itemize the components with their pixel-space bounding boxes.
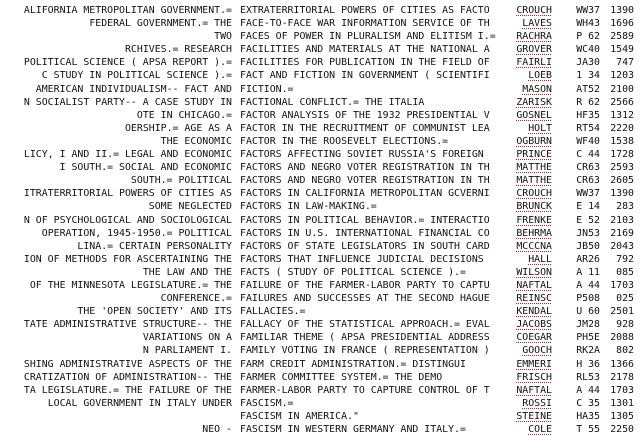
- index-entry-row: [0, 200, 640, 213]
- author-code: PRINCE: [516, 149, 552, 161]
- keyword-context: FASCISM IN WESTERN GERMANY AND ITALY.=: [240, 424, 466, 435]
- index-entry-row: [0, 161, 640, 174]
- kwic-index-listing: [0, 4, 640, 436]
- left-context: LINA.= CERTAIN PERSONALITY: [77, 240, 232, 252]
- author-code: NAFTAL: [516, 384, 552, 396]
- entry-number: 1696: [610, 18, 634, 30]
- author-code: LAVES: [522, 18, 552, 30]
- entry-number: 1538: [610, 135, 634, 147]
- left-context: FEDERAL GOVERNMENT.= THE: [89, 18, 232, 30]
- source-code: AT52: [576, 83, 600, 95]
- author-code: MCCCNA: [516, 240, 552, 252]
- keyword-context: FACTORS IN POLITICAL BEHAVIOR.= INTERACTIO: [240, 214, 490, 226]
- keyword-context: FACTOR IN THE ROOSEVELT ELECTIONS.=: [240, 135, 449, 147]
- index-entry-row: [0, 135, 640, 148]
- source-code: P 62: [576, 31, 600, 43]
- keyword-context: FARMER COMMITTEE SYSTEM.= THE DEMO: [240, 371, 443, 383]
- keyword-context: FACTOR ANALYSIS OF THE 1932 PRESIDENTIAL V: [240, 109, 490, 121]
- source-code: WW37: [576, 5, 600, 16]
- entry-number: 792: [616, 253, 634, 265]
- source-code: WW37: [576, 188, 600, 200]
- keyword-context: FACTORS THAT INFLUENCE JUDICIAL DECISIONS: [240, 253, 484, 265]
- source-code: JM28: [576, 319, 600, 331]
- keyword-context: FICTION.=: [240, 83, 294, 95]
- index-entry-row: [0, 187, 640, 200]
- entry-number: 1366: [610, 358, 634, 370]
- index-entry-row: [0, 69, 640, 82]
- entry-number: 1728: [610, 149, 634, 161]
- index-entry-row: [0, 292, 640, 305]
- source-code: JA30: [576, 57, 600, 69]
- left-context: VARIATIONS ON A: [142, 332, 232, 344]
- entry-number: 1305: [610, 410, 634, 422]
- left-context: ITRATERRITORIAL POWERS OF CITIES AS: [23, 188, 232, 200]
- entry-number: 1549: [610, 44, 634, 56]
- source-code: JB50: [576, 240, 600, 252]
- source-code: HA35: [576, 410, 600, 422]
- keyword-context: FACTORS AFFECTING SOVIET RUSSIA'S FOREIGN: [240, 149, 484, 161]
- left-context: OF THE MINNESOTA LEGISLATURE.= THE: [29, 279, 232, 291]
- author-code: FRISCH: [516, 371, 552, 383]
- left-context: AMERICAN INDIVIDUALISM-- FACT AND: [35, 83, 232, 95]
- source-code: WH43: [576, 18, 600, 30]
- author-code: COLE: [528, 424, 552, 435]
- source-code: E 14: [576, 201, 600, 213]
- source-code: CR63: [576, 175, 600, 187]
- left-context: ION OF METHODS FOR ASCERTAINING THE: [23, 253, 232, 265]
- left-context: RCHIVES.= RESEARCH: [124, 44, 232, 56]
- entry-number: 1703: [610, 279, 634, 291]
- source-code: RL53: [576, 371, 600, 383]
- author-code: GOOCH: [522, 345, 552, 357]
- source-code: H 36: [576, 358, 600, 370]
- index-entry-row: [0, 43, 640, 56]
- keyword-context: FACTORS IN CALIFORNIA METROPOLITAN GCVERNI: [240, 188, 490, 200]
- index-entry-row: [0, 371, 640, 384]
- keyword-context: FAMILY VOTING IN FRANCE ( REPRESENTATION ): [240, 345, 490, 357]
- author-code: STEINE: [516, 410, 552, 422]
- left-context: N OF PSYCHOLOGICAL AND SOCIOLOGICAL: [23, 214, 232, 226]
- entry-number: 2605: [610, 175, 634, 187]
- author-code: GROVER: [516, 44, 552, 56]
- source-code: P508: [576, 293, 600, 305]
- keyword-context: FARMER-LABOR PARTY TO CAPTURE CONTROL OF T: [240, 384, 490, 396]
- author-code: WILSON: [516, 266, 552, 278]
- index-entry-row: [0, 4, 640, 17]
- left-context: SOME NEGLECTED: [148, 201, 232, 213]
- entry-number: 085: [616, 266, 634, 278]
- author-code: NAFTAL: [516, 279, 552, 291]
- source-code: CR63: [576, 162, 600, 174]
- index-entry-row: [0, 358, 640, 371]
- author-code: RACHRA: [516, 31, 552, 43]
- index-entry-row: [0, 214, 640, 227]
- index-entry-row: [0, 397, 640, 410]
- index-entry-row: [0, 423, 640, 436]
- entry-number: 2178: [610, 371, 634, 383]
- left-context: I SOUTH.= SOCIAL AND ECONOMIC: [59, 162, 232, 174]
- index-entry-row: [0, 174, 640, 187]
- source-code: HF35: [576, 109, 600, 121]
- source-code: E 52: [576, 214, 600, 226]
- source-code: R 62: [576, 96, 600, 108]
- source-code: A 44: [576, 384, 600, 396]
- entry-number: 2501: [610, 306, 634, 318]
- index-entry-row: [0, 240, 640, 253]
- source-code: U 60: [576, 306, 600, 318]
- source-code: WC40: [576, 44, 600, 56]
- left-context: TA LEGISLATURE.= THE FAILURE OF THE: [23, 384, 232, 396]
- index-entry-row: [0, 253, 640, 266]
- entry-number: 1703: [610, 384, 634, 396]
- index-entry-row: [0, 384, 640, 397]
- index-entry-row: [0, 410, 640, 423]
- left-context: LOCAL GOVERNMENT IN ITALY UNDER: [47, 397, 232, 409]
- keyword-context: FACE-TO-FACE WAR INFORMATION SERVICE OF TH: [240, 18, 490, 30]
- source-code: RT54: [576, 122, 600, 134]
- index-entry-row: [0, 17, 640, 30]
- entry-number: 2169: [610, 227, 634, 239]
- source-code: T 55: [576, 424, 600, 435]
- source-code: RK2A: [576, 345, 600, 357]
- author-code: BEHRMA: [516, 227, 552, 239]
- entry-number: 747: [616, 57, 634, 69]
- index-entry-row: [0, 122, 640, 135]
- keyword-context: FARM CREDIT ADMINISTRATION.= DISTINGUI: [240, 358, 466, 370]
- author-code: FRENKE: [516, 214, 552, 226]
- source-code: A 11: [576, 266, 600, 278]
- left-context: THE LAW AND THE: [142, 266, 232, 278]
- keyword-context: FASCISM.=: [240, 397, 294, 409]
- entry-number: 283: [616, 201, 634, 213]
- keyword-context: FACTORS AND NEGRO VOTER REGISTRATION IN TH: [240, 175, 490, 187]
- keyword-context: FAMILIAR THEME ( APSA PRESIDENTIAL ADDRESS: [240, 332, 490, 344]
- left-context: ALIFORNIA METROPOLITAN GOVERNMENT.=: [23, 5, 232, 16]
- author-code: REINSC: [516, 293, 552, 305]
- left-context: SHING ADMINISTRATIVE ASPECTS OF THE: [23, 358, 232, 370]
- left-context: N SOCIALIST PARTY-- A CASE STUDY IN: [23, 96, 232, 108]
- index-entry-row: [0, 318, 640, 331]
- index-entry-row: [0, 148, 640, 161]
- keyword-context: FALLACIES.=: [240, 306, 306, 318]
- author-code: GOSNEL: [516, 109, 552, 121]
- keyword-context: FACTS ( STUDY OF POLITICAL SCIENCE ).=: [240, 266, 466, 278]
- author-code: ZARISK: [516, 96, 552, 108]
- keyword-context: EXTRATERRITORIAL POWERS OF CITIES AS FACTO: [240, 5, 490, 16]
- source-code: C 35: [576, 397, 600, 409]
- entry-number: 1390: [610, 5, 634, 16]
- author-code: CROUCH: [516, 188, 552, 200]
- index-entry-row: [0, 344, 640, 357]
- entry-number: 2566: [610, 96, 634, 108]
- entry-number: 802: [616, 345, 634, 357]
- author-code: BRUNCK: [516, 201, 552, 213]
- keyword-context: FACTORS IN U.S. INTERNATIONAL FINANCIAL CO: [240, 227, 490, 239]
- source-code: AR26: [576, 253, 600, 265]
- index-entry-row: [0, 266, 640, 279]
- left-context: SOUTH.= POLITICAL: [130, 175, 232, 187]
- left-context: N PARLIAMENT I.: [142, 345, 232, 357]
- entry-number: 1390: [610, 188, 634, 200]
- author-code: ROSSI: [522, 397, 552, 409]
- entry-number: 2220: [610, 122, 634, 134]
- author-code: COEGAR: [516, 332, 552, 344]
- entry-number: 2103: [610, 214, 634, 226]
- keyword-context: FACTORS OF STATE LEGISLATORS IN SOUTH CARD: [240, 240, 490, 252]
- keyword-context: FACTORS IN LAW-MAKING.=: [240, 201, 377, 213]
- keyword-context: FALLACY OF THE STATISTICAL APPROACH.= EVAL: [240, 319, 490, 331]
- entry-number: 2043: [610, 240, 634, 252]
- left-context: THE 'OPEN SOCIETY' AND ITS: [77, 306, 232, 318]
- left-context: OTE IN CHICAGO.=: [136, 109, 232, 121]
- left-context: C STUDY IN POLITICAL SCIENCE ).=: [41, 70, 232, 82]
- author-code: MATTHE: [516, 162, 552, 174]
- left-context: TWO: [214, 31, 232, 43]
- left-context: POLITICAL SCIENCE ( APSA REPORT ).=: [23, 57, 232, 69]
- keyword-context: FACTOR IN THE RECRUITMENT OF COMMUNIST LEA: [240, 122, 490, 134]
- entry-number: 1203: [610, 70, 634, 82]
- index-entry-row: [0, 331, 640, 344]
- entry-number: 2250: [610, 424, 634, 435]
- left-context: CRATIZATION OF ADMINISTRATION-- THE: [23, 371, 232, 383]
- keyword-context: FAILURE OF THE FARMER-LABOR PARTY TO CAPTU: [240, 279, 490, 291]
- author-code: KENDAL: [516, 306, 552, 318]
- left-context: NEO -: [202, 424, 232, 435]
- author-code: MATTHE: [516, 175, 552, 187]
- author-code: MASON: [522, 83, 552, 95]
- entry-number: 2100: [610, 83, 634, 95]
- left-context: TATE ADMINISTRATIVE STRUCTURE-- THE: [23, 319, 232, 331]
- source-code: C 44: [576, 149, 600, 161]
- author-code: EMMERI: [516, 358, 552, 370]
- index-entry-row: [0, 305, 640, 318]
- index-entry-row: [0, 227, 640, 240]
- entry-number: 2589: [610, 31, 634, 43]
- left-context: [0, 410, 240, 423]
- index-entry-row: [0, 83, 640, 96]
- left-context: THE ECONOMIC: [160, 135, 232, 147]
- source-code: WF40: [576, 135, 600, 147]
- entry-number: 928: [616, 319, 634, 331]
- keyword-context: FACT AND FICTION IN GOVERNMENT ( SCIENTIFI: [240, 70, 490, 82]
- author-code: HALL: [528, 253, 552, 265]
- index-entry-row: [0, 279, 640, 292]
- author-code: CROUCH: [516, 5, 552, 16]
- source-code: JN53: [576, 227, 600, 239]
- index-entry-row: [0, 30, 640, 43]
- keyword-context: FACTIONAL CONFLICT.= THE ITALIA: [240, 96, 425, 108]
- left-context: OERSHIP.= AGE AS A: [124, 122, 232, 134]
- index-entry-row: [0, 56, 640, 69]
- author-code: LOEB: [528, 70, 552, 82]
- author-code: HOLT: [528, 122, 552, 134]
- keyword-context: FASCISM IN AMERICA.": [240, 410, 359, 422]
- left-context: OPERATION, 1945-1950.= POLITICAL: [41, 227, 232, 239]
- source-code: 1 34: [576, 70, 600, 82]
- keyword-context: FACTORS AND NEGRO VOTER REGISTRATION IN TH: [240, 162, 490, 174]
- author-code: JACOBS: [516, 319, 552, 331]
- keyword-context: FACES OF POWER IN PLURALISM AND ELITISM I.=: [240, 31, 496, 43]
- entry-number: 2088: [610, 332, 634, 344]
- keyword-context: FACILITIES AND MATERIALS AT THE NATIONAL A: [240, 44, 490, 56]
- entry-number: 025: [616, 293, 634, 305]
- entry-number: 1301: [610, 397, 634, 409]
- index-entry-row: [0, 109, 640, 122]
- source-code: PH5E: [576, 332, 600, 344]
- entry-number: 1312: [610, 109, 634, 121]
- index-entry-row: [0, 96, 640, 109]
- keyword-context: FAILURES AND SUCCESSES AT THE SECOND HAGUE: [240, 293, 490, 305]
- left-context: CONFERENCE.=: [160, 293, 232, 305]
- entry-number: 2593: [610, 162, 634, 174]
- author-code: FAIRLI: [516, 57, 552, 69]
- author-code: OGBURN: [516, 135, 552, 147]
- source-code: A 44: [576, 279, 600, 291]
- keyword-context: FACILITIES FOR PUBLICATION IN THE FIELD OF: [240, 57, 490, 69]
- left-context: LICY, I AND II.= LEGAL AND ECONOMIC: [23, 149, 232, 161]
